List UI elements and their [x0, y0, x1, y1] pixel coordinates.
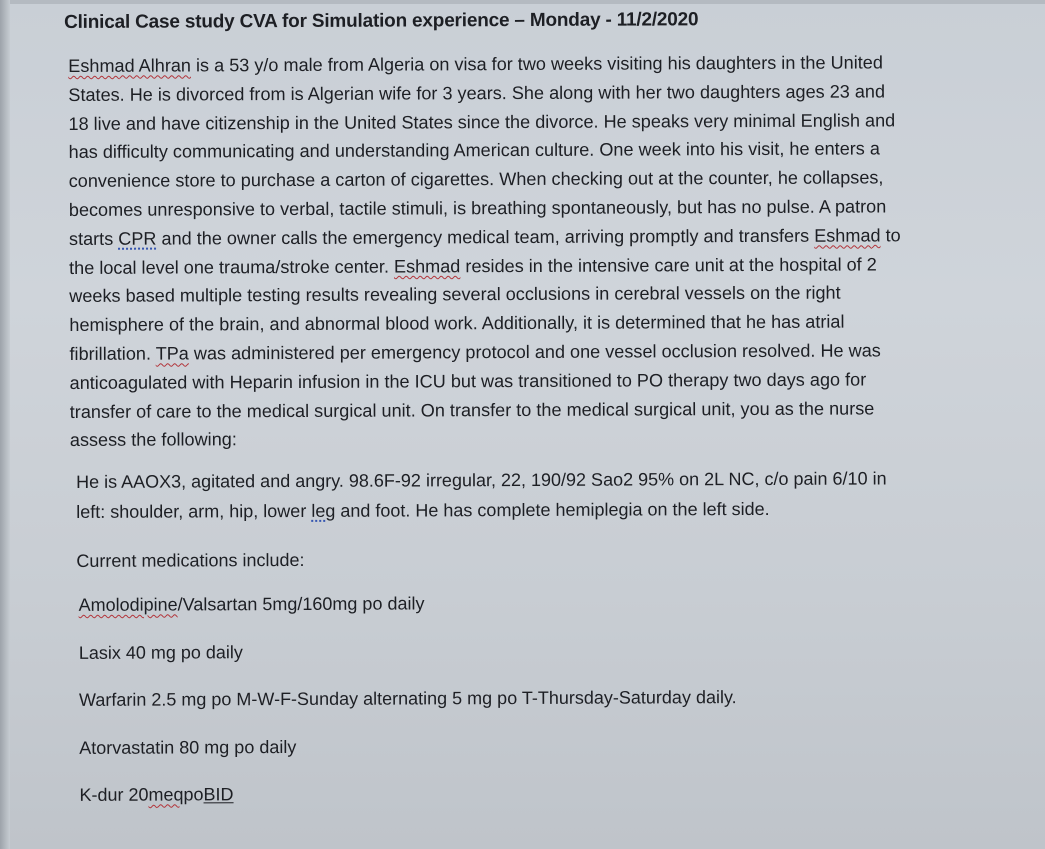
medication-item: Atorvastatin 80 mg po daily	[79, 736, 297, 758]
cpr-term: CPR	[118, 228, 157, 249]
tpa-term: TPa	[155, 343, 189, 364]
paragraph-line: fibrillation. TPa was administered per emergency protocol and one vessel occlusion resolved. He was	[69, 340, 881, 364]
paragraph-line: Eshmad Alhran is a 53 y/o male from Algeria on visa for two weeks visiting his daughters in the United	[68, 52, 883, 76]
bid-term: BID	[203, 784, 234, 805]
assessment-vitals	[76, 464, 1024, 527]
vitals-line: left: shoulder, arm, hip, lower leg and foot. He has complete hemiplegia on the left side.	[76, 498, 770, 522]
paragraph-line: 18 live and have citizenship in the United States since the divorce. He speaks very minimal English and	[68, 109, 896, 134]
paragraph-line: transfer of care to the medical surgical unit. On transfer to the medical surgical unit, you as the nurse	[69, 398, 875, 422]
paragraph-line: the local level one trauma/stroke center. Eshmad resides in the intensive care unit at the hospital of 2	[69, 254, 877, 278]
paragraph-line: hemisphere of the brain, and abnormal blood work. Additionally, it is determined that he has atrial	[69, 311, 845, 336]
medication-item: K-dur 20 meq po BID	[79, 784, 234, 806]
patient-name: Eshmad Alhran	[68, 55, 191, 76]
document	[62, 8, 1025, 806]
screen-top-edge	[0, 0, 1045, 4]
paragraph-line: becomes unresponsive to verbal, tactile stimuli, is breathing spontaneously, but has no pulse. A patron	[68, 196, 887, 220]
meq-term: meq	[148, 784, 184, 805]
paragraph-line: has difficulty communicating and understanding American culture. One week into his visit, he enters a	[68, 138, 880, 163]
case-paragraph	[68, 48, 1020, 455]
patient-first-name: Eshmad	[814, 225, 881, 246]
paragraph-line: anticoagulated with Heparin infusion in the ICU but was transitioned to PO therapy two days ago for	[69, 369, 867, 393]
leg-term: leg	[311, 500, 336, 521]
paragraph-line: starts CPR and the owner calls the emergency medical team, arriving promptly and transfers Eshmad to	[68, 225, 901, 249]
paragraph-line: convenience store to purchase a carton of cigarettes. When checking out at the counter, he collapses,	[68, 167, 884, 192]
medications-header: Current medications include:	[76, 550, 305, 572]
patient-first-name: Eshmad	[393, 255, 461, 277]
vitals-line: He is AAOX3, agitated and angry. 98.6F-92 irregular, 22, 190/92 Sao2 95% on 2L NC, c/o pain 6/10 in	[76, 468, 887, 493]
paragraph-line: weeks based multiple testing results revealing several occlusions in cerebral vessels on the right	[69, 282, 841, 307]
medication-name: Amolodipine	[78, 594, 178, 616]
paragraph-line: assess the following:	[69, 429, 237, 451]
medication-item: Amolodipine /Valsartan 5mg/160mg po daily	[78, 593, 425, 616]
paragraph-line: States. He is divorced from is Algerian wife for 3 years. She along with her two daughters ages 23 and	[68, 81, 886, 105]
medication-item: Lasix 40 mg po daily	[78, 641, 243, 663]
page-title: Clinical Case study CVA for Simulation experience – Monday - 11/2/2020	[63, 9, 699, 33]
medication-item: Warfarin 2.5 mg po M-W-F-Sunday alternating 5 mg po T-Thursday-Saturday daily.	[78, 687, 737, 711]
screen-left-edge	[0, 0, 10, 849]
medication-list	[64, 568, 1025, 806]
